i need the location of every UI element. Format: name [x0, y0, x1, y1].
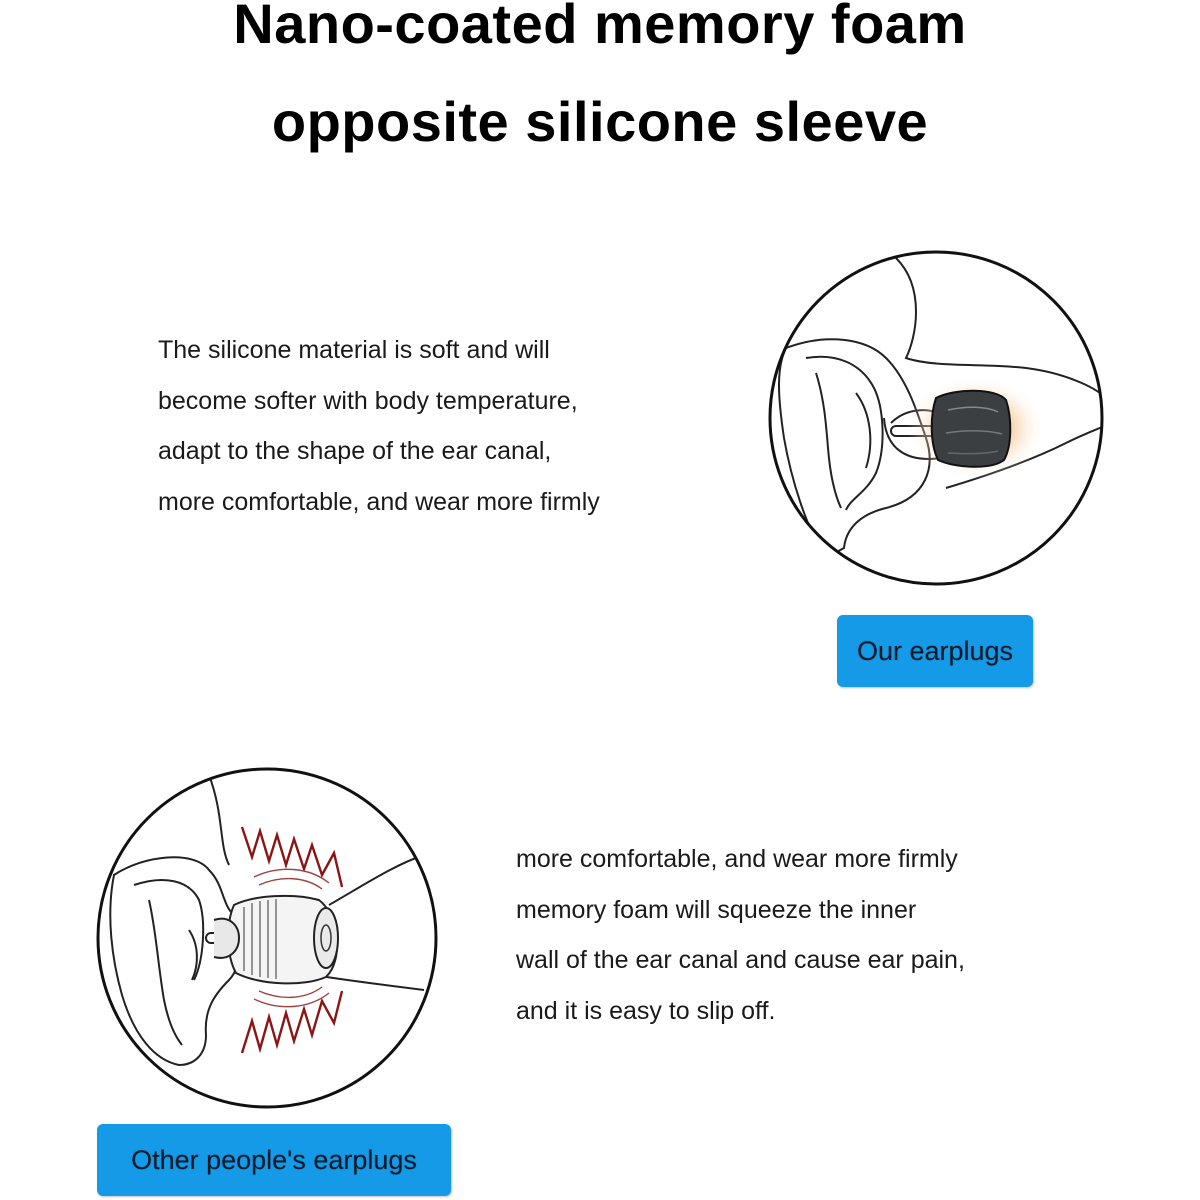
- other-earplugs-badge: Other people's earplugs: [97, 1124, 451, 1196]
- ours-description-line: adapt to the shape of the ear canal,: [158, 437, 552, 465]
- ear-with-foam-earplug-pain-icon: [94, 765, 440, 1111]
- page-title-line-2: opposite silicone sleeve: [271, 90, 929, 153]
- ours-description: [158, 325, 600, 527]
- ours-description-line: The silicone material is soft and will: [158, 336, 550, 364]
- ours-description-line: more comfortable, and wear more firmly: [158, 487, 600, 516]
- page-title-line-1: Nano-coated memory foam: [233, 0, 967, 55]
- others-description-line: memory foam will squeeze the inner: [516, 895, 917, 924]
- ours-description-line: become softer with body temperature,: [158, 386, 578, 415]
- others-description: [516, 834, 965, 1036]
- our-earplugs-badge: Our earplugs: [837, 615, 1033, 687]
- others-description-line: more comfortable, and wear more firmly: [516, 845, 958, 873]
- others-description-line: and it is easy to slip off.: [516, 996, 776, 1025]
- others-description-line: wall of the ear canal and cause ear pain,: [516, 946, 965, 974]
- ear-with-silicone-earplug-icon: [766, 248, 1106, 588]
